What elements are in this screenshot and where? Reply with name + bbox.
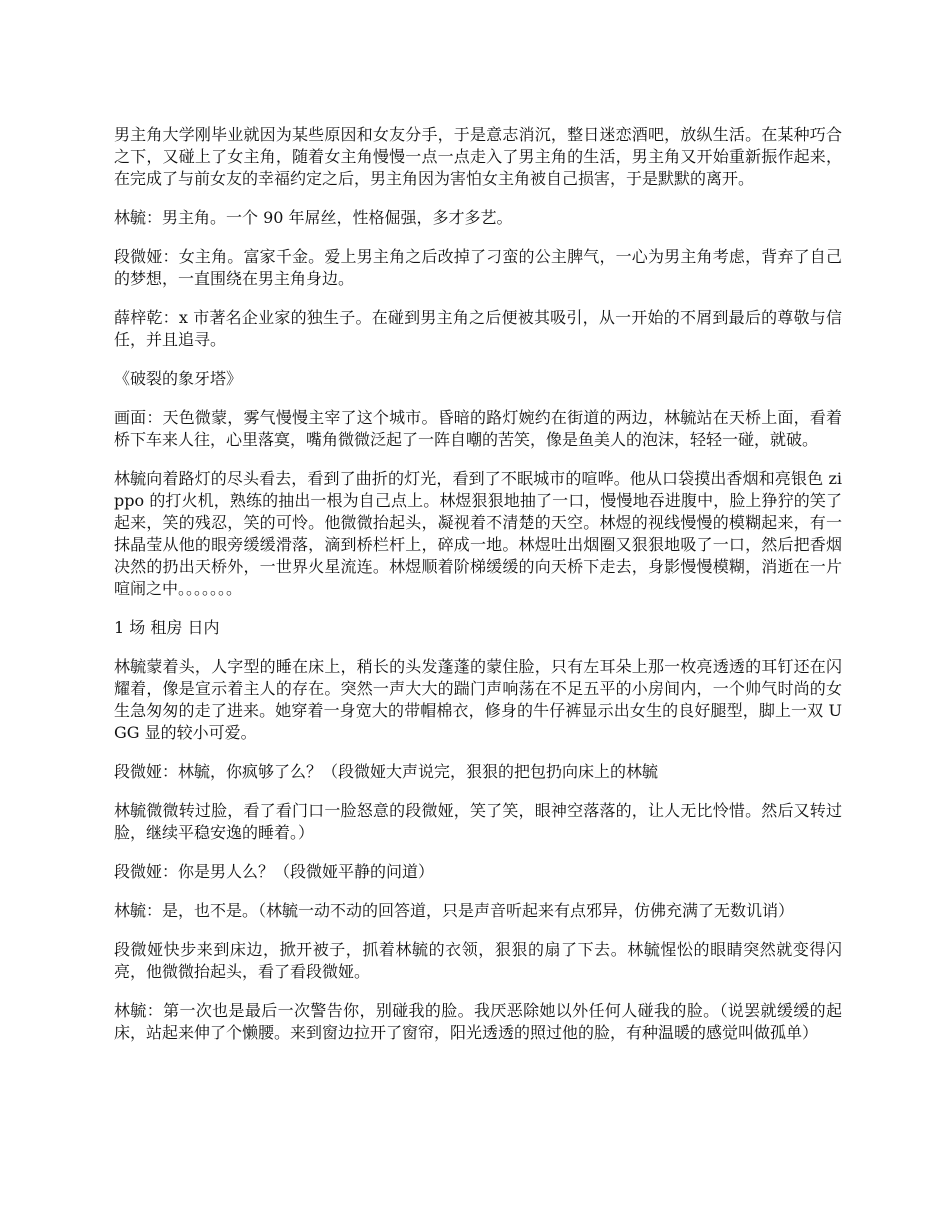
dialogue-line: 段微娅：林毓，你疯够了么？（段微娅大声说完，狠狠的把包扔向床上的林毓	[114, 762, 659, 781]
scene-description: 画面：天色微蒙，雾气慢慢主宰了这个城市。昏暗的路灯婉约在街道的两边，林毓站在天桥上面，看着桥下车来人往，心里落寞，嘴角微微泛起了一阵自嘲的苦笑，像是鱼美人的泡沫，轻轻一碰，就破。	[114, 408, 842, 449]
dialogue-line: 段微娅：你是男人么？（段微娅平静的问道）	[114, 862, 435, 881]
scene-heading: 1 场 租房 日内	[114, 618, 220, 637]
character-lin-yu: 林毓：男主角。一个 90 年屌丝，性格倔强，多才多艺。	[114, 208, 513, 227]
scene-paragraph: 段微娅快步来到床边，掀开被子，抓着林毓的衣领，狠狠的扇了下去。林毓惺忪的眼睛突然就变得闪亮，他微微抬起头，看了看段微娅。	[114, 940, 842, 981]
script-title: 《破裂的象牙塔》	[114, 369, 243, 388]
document-page	[114, 124, 842, 1061]
scene-paragraph: 林毓微微转过脸，看了看门口一脸怒意的段微娅，笑了笑，眼神空落落的，让人无比怜惜。然后又转过脸，继续平稳安逸的睡着。）	[114, 801, 842, 842]
character-xue-ziqian: 薛梓乾：x 市著名企业家的独生子。在碰到男主角之后便被其吸引，从一开始的不屑到最后的尊敬与信任，并且追寻。	[114, 308, 842, 349]
dialogue-line: 林毓：是，也不是。（林毓一动不动的回答道，只是声音听起来有点邪异，仿佛充满了无数讥诮）	[114, 901, 795, 920]
synopsis-paragraph: 男主角大学刚毕业就因为某些原因和女友分手，于是意志消沉，整日迷恋酒吧，放纵生活。在某种巧合之下，又碰上了女主角，随着女主角慢慢一点一点走入了男主角的生活，男主角又开始重新振作起来，在完成了与前女友的幸福约定之后，男主角因为害怕女主角被自己损害，于是默默的离开。	[114, 125, 842, 188]
character-duan-weiya: 段微娅：女主角。富家千金。爱上男主角之后改掉了刁蛮的公主脾气，一心为男主角考虑，背弃了自己的梦想，一直围绕在男主角身边。	[114, 247, 842, 288]
dialogue-line: 林毓：第一次也是最后一次警告你，别碰我的脸。我厌恶除她以外任何人碰我的脸。（说罢就缓缓的起床，站起来伸了个懒腰。来到窗边拉开了窗帘，阳光透透的照过他的脸，有种温暖的感觉叫做孤单）	[114, 1001, 842, 1042]
scene-paragraph: 林毓蒙着头，人字型的睡在床上，稍长的头发蓬蓬的蒙住脸，只有左耳朵上那一枚亮透透的耳钉还在闪耀着，像是宣示着主人的存在。突然一声大大的踹门声响荡在不足五平的小房间内，一个帅气时尚的女生急匆匆的走了进来。她穿着一身宽大的带帽棉衣，修身的牛仔裤显示出女生的良好腿型，脚上一双 UGG 显的较小可爱。	[114, 657, 842, 742]
scene-paragraph: 林毓向着路灯的尽头看去，看到了曲折的灯光，看到了不眠城市的喧哗。他从口袋摸出香烟和亮银色 zippo 的打火机，熟练的抽出一根为自己点上。林煜狠狠地抽了一口，慢慢地吞进腹中，脸上狰狞的笑了起来，笑的残忍，笑的可怜。他微微抬起头，凝视着不清楚的天空。林煜的视线慢慢的模糊起来，有一抹晶莹从他的眼旁缓缓滑落，滴到桥栏杆上，碎成一地。林煜吐出烟圈又狠狠地吸了一口，然后把香烟决然的扔出天桥外，一世界火星流连。林煜顺着阶梯缓缓的向天桥下走去，身影慢慢模糊，消逝在一片喧闹之中。。。。。。。	[114, 469, 842, 598]
